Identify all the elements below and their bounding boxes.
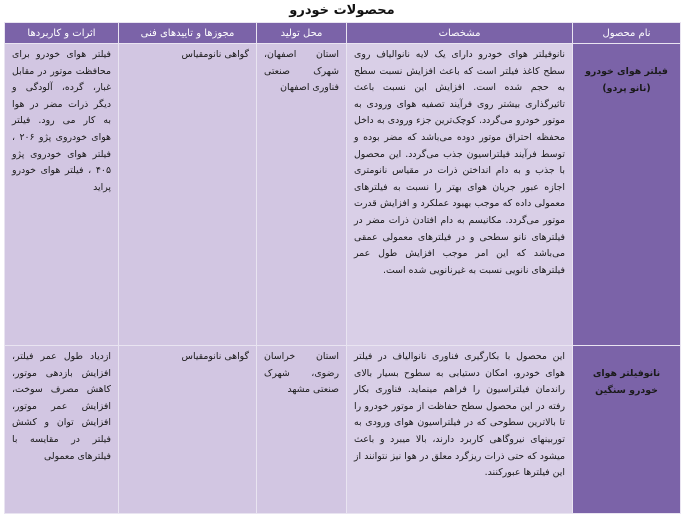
product-licenses-cell: گواهی نانومقیاس xyxy=(119,44,257,346)
table-row xyxy=(5,44,681,346)
header-name: نام محصول xyxy=(573,23,681,44)
page-title: محصولات خودرو xyxy=(289,3,395,18)
header-licenses: مجوزها و تاییدهای فنی xyxy=(119,23,257,44)
header-specs: مشخصات xyxy=(347,23,573,44)
header-location: محل تولید xyxy=(257,23,347,44)
table-header-row xyxy=(5,23,681,44)
product-name-cell: نانوفیلتر هوای خودرو سنگین xyxy=(573,346,681,514)
product-licenses-cell: گواهی نانومقیاس xyxy=(119,346,257,514)
product-specs-cell: نانوفیلتر هوای خودرو دارای یک لایه نانوالیاف روی سطح کاغذ فیلتر است که باعث افزایش نسبت سطح به حجم شده است. افزایش این نسبت باعث تاثیرگذاری بیشتر روی فرآیند تصفیه هوای ورودی به موتور خودرو می‌گردد. کوچک‌ترین جزء ورودی به داخل محفظه احتراق موتور دوده می‌باشد که مضر بوده و توسط فرآیند فیلتراسیون جذب می‌گردد. این محصول با جذب و به دام انداختن ذرات در مقیاس نانومتری اجازه عبور جریان هوای بهتر را نسبت به فیلترهای معمولی داده که موجب بهبود عملکرد و افزایش قدرت موتور می‌گردد. مکانیسم به دام افتادن ذرات مضر در فیلترهای نانو سطحی و در فیلترهای معمولی عمقی می‌باشد که این امر موجب افزایش طول عمر فیلترهای نانویی نسبت به غیرنانویی شده است. xyxy=(347,44,573,346)
product-location-cell: استان اصفهان، شهرک صنعتی فناوری اصفهان xyxy=(257,44,347,346)
product-location-cell: استان خراسان رضوی، شهرک صنعتی مشهد xyxy=(257,346,347,514)
product-effects-cell: فیلتر هوای خودرو برای محافظت موتور در مقابل غبار، گرده، آلودگی و دیگر ذرات مضر در هوا به کار می رود. فیلتر هوای خودروی پژو ۲۰۶ ، فیلتر هوای خودروی پژو ۴۰۵ ، فیلتر هوای خودرو پراید xyxy=(5,44,119,346)
header-effects: اثرات و کاربردها xyxy=(5,23,119,44)
product-name-cell: فیلتر هوای خودرو (نانو پردو) xyxy=(573,44,681,346)
product-specs-cell: این محصول با بکارگیری فناوری نانوالیاف در فیلتر هوای خودرو، امکان دستیابی به سطوح بسیار بالای راندمان فیلتراسیون را فراهم مینماید. فناوری بکار رفته در این محصول سطح حفاظت از موتور خودرو را تا بالاترین سطوحی که در فیلتراسیون هوای ورودی به توربینهای نیروگاهی کاربرد دارند، بالا میبرد و باعث میشود که حتی ذرات ریزگرد معلق در هوا نیز نتوانند از این فیلترها عبورکنند. xyxy=(347,346,573,514)
products-table xyxy=(4,22,681,514)
table-row xyxy=(5,346,681,514)
product-effects-cell: ازدیاد طول عمر فیلتر، افزایش بازدهی موتور، کاهش مصرف سوخت، افزایش عمر موتور، افزایش توان و کشش فیلتر در مقایسه با فیلترهای معمولی xyxy=(5,346,119,514)
